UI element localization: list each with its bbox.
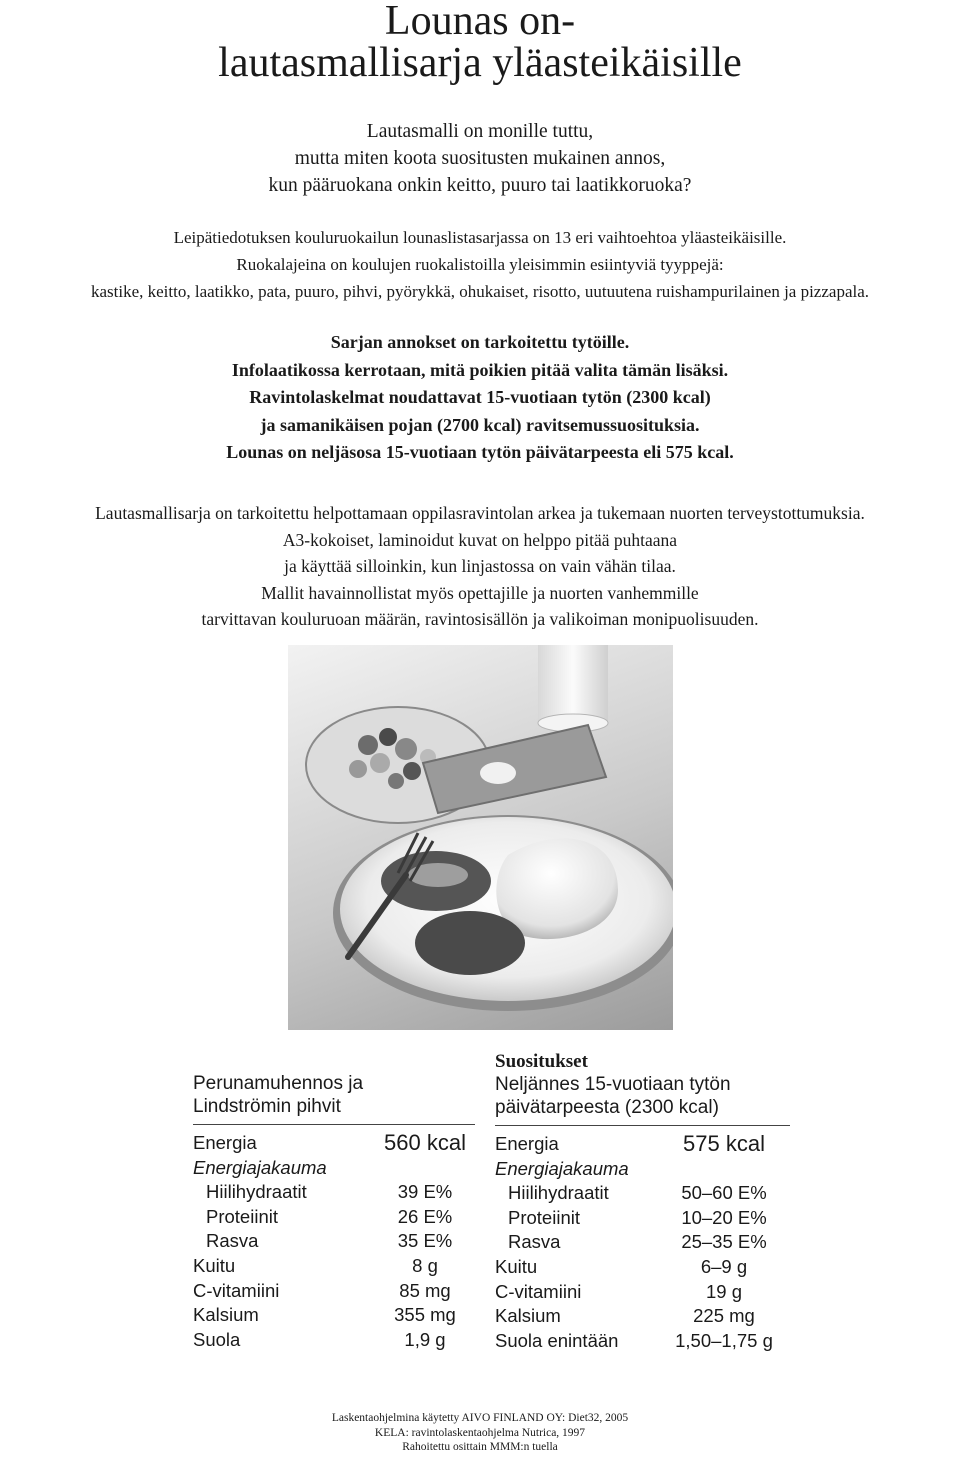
- meal-table-rows: [193, 1131, 475, 1352]
- bold-line: Infolaatikossa kerrotaan, mitä poikien pitää valita tämän lisäksi.: [231, 359, 729, 380]
- page-title: [0, 0, 960, 84]
- row-label: Kuitu: [193, 1254, 236, 1276]
- meal-photo: [288, 645, 673, 1030]
- table-row: [193, 1131, 475, 1156]
- table-row: [495, 1255, 790, 1280]
- footer-line: Rahoitettu osittain MMM:n tuella: [402, 1441, 558, 1453]
- row-label: Suola: [193, 1328, 241, 1350]
- row-value: 35 E%: [397, 1230, 453, 1252]
- intro-line: kun pääruokana onkin keitto, puuro tai laatikkoruoka?: [268, 175, 692, 196]
- table-row: [193, 1229, 475, 1254]
- table-row: [495, 1280, 790, 1305]
- meal-heading-line: Perunamuhennos ja: [193, 1073, 364, 1094]
- paragraph-line: ja käyttää silloinkin, kun linjastossa on vain vähän tilaa.: [284, 556, 676, 576]
- row-label: Suola enintään: [495, 1329, 619, 1351]
- row-label: Hiilihydraatit: [508, 1182, 609, 1204]
- table-row: [495, 1304, 790, 1329]
- row-label: C-vitamiini: [495, 1280, 582, 1302]
- table-row: [193, 1180, 475, 1205]
- row-value: 50–60 E%: [681, 1182, 767, 1204]
- row-value: 1,9 g: [404, 1328, 446, 1350]
- row-label: Energia: [193, 1132, 257, 1153]
- table-row: [193, 1254, 475, 1279]
- patty-bottom: [415, 911, 525, 975]
- table-row: [495, 1132, 790, 1157]
- footer-line: Laskentaohjelmina käytetty AIVO FINLAND OY: Diet32, 2005: [331, 1412, 629, 1424]
- paragraph-line: kastike, keitto, laatikko, pata, puuro, pihvi, pyörykkä, ohukaiset, risotto, uutuutena ruishampurilainen ja pizzapala.: [90, 282, 870, 301]
- recommendations-heading: [495, 1050, 790, 1119]
- table-row: [495, 1230, 790, 1255]
- paragraph-line: Leipätiedotuksen kouluruokailun lounaslistasarjassa on 13 eri vaihtoehtoa yläasteikäisille.: [173, 228, 787, 247]
- table-row: [193, 1303, 475, 1328]
- bold-line: ja samanikäisen pojan (2700 kcal) ravitsemussuosituksia.: [260, 414, 700, 435]
- row-label: Energiajakauma: [193, 1156, 327, 1178]
- row-value: 1,50–1,75 g: [675, 1329, 773, 1351]
- row-label: Rasva: [508, 1231, 561, 1253]
- paragraph-line: Mallit havainnollistat myös opettajille ja nuorten vanhemmille: [261, 582, 699, 603]
- table-row: [495, 1181, 790, 1206]
- table-divider: [193, 1124, 475, 1125]
- milk-glass: [538, 645, 608, 723]
- row-label: Rasva: [206, 1230, 259, 1252]
- row-value: 85 mg: [399, 1279, 451, 1301]
- meal-nutrition-table: [193, 1072, 475, 1352]
- table-row: [193, 1279, 475, 1304]
- row-label: Energiajakauma: [495, 1157, 629, 1179]
- row-label: Energia: [495, 1133, 559, 1154]
- table-row: [193, 1205, 475, 1230]
- title-line-2: lautasmallisarja yläasteikäisille: [218, 40, 742, 86]
- row-value: 6–9 g: [700, 1255, 748, 1277]
- description-paragraph: [0, 224, 960, 305]
- meal-photo-illustration: [288, 645, 673, 1030]
- row-value: 8 g: [412, 1254, 438, 1276]
- recommendations-heading-line: päivätarpeesta (2300 kcal): [495, 1097, 719, 1118]
- recommendations-heading-line: Neljännes 15-vuotiaan tytön: [495, 1074, 731, 1095]
- meal-heading-line: Lindströmin pihvit: [193, 1096, 341, 1117]
- row-value: 19 g: [705, 1280, 742, 1302]
- row-value: 26 E%: [397, 1205, 453, 1227]
- purpose-paragraph: [0, 500, 960, 633]
- row-value: 560 kcal: [384, 1130, 466, 1155]
- recommendations-title: Suositukset: [495, 1051, 588, 1072]
- bold-info-paragraph: [0, 329, 960, 467]
- row-value: 575 kcal: [683, 1131, 765, 1156]
- row-label: Hiilihydraatit: [206, 1181, 307, 1203]
- recommendations-rows: [495, 1132, 790, 1353]
- recommendations-table: [495, 1050, 790, 1353]
- row-label: Kalsium: [495, 1305, 561, 1327]
- paragraph-line: A3-kokoiset, laminoidut kuvat on helppo pitää puhtaana: [282, 529, 678, 550]
- row-value: 39 E%: [397, 1181, 453, 1203]
- row-label: Kalsium: [193, 1304, 259, 1326]
- table-row: [495, 1206, 790, 1231]
- row-value: 25–35 E%: [681, 1231, 767, 1253]
- meal-table-heading: [193, 1072, 475, 1118]
- paragraph-line: Ruokalajeina on koulujen ruokalistoilla yleisimmin esiintyviä tyyppejä:: [236, 255, 724, 274]
- table-row: [193, 1156, 475, 1181]
- intro-text: [0, 118, 960, 199]
- footer-line: KELA: ravintolaskentaohjelma Nutrica, 1997: [374, 1426, 586, 1439]
- table-divider: [495, 1125, 790, 1126]
- table-row: [495, 1157, 790, 1182]
- butter: [480, 762, 516, 784]
- table-row: [495, 1329, 790, 1354]
- bold-line: Sarjan annokset on tarkoitettu tytöille.: [330, 332, 630, 352]
- row-label: C-vitamiini: [193, 1279, 280, 1301]
- row-value: 10–20 E%: [681, 1206, 767, 1228]
- paragraph-line: tarvittavan kouluruoan määrän, ravintosisällön ja valikoiman monipuolisuuden.: [201, 609, 759, 629]
- bold-line: Ravintolaskelmat noudattavat 15-vuotiaan tytön (2300 kcal): [249, 387, 711, 407]
- bold-line: Lounas on neljäsosa 15-vuotiaan tytön päivätarpeesta eli 575 kcal.: [226, 442, 734, 462]
- intro-line: Lautasmalli on monille tuttu,: [366, 121, 594, 142]
- row-label: Proteiinit: [206, 1205, 278, 1227]
- title-line-1: Lounas on-: [384, 0, 576, 44]
- paragraph-line: Lautasmallisarja on tarkoitettu helpottamaan oppilasravintolan arkea ja tukemaan nuorten terveystottumuksia.: [95, 503, 865, 523]
- row-label: Kuitu: [495, 1255, 538, 1277]
- table-row: [193, 1328, 475, 1353]
- row-value: 225 mg: [693, 1305, 755, 1327]
- footer-credits: [0, 1411, 960, 1455]
- intro-line: mutta miten koota suositusten mukainen annos,: [294, 148, 666, 169]
- row-value: 355 mg: [394, 1304, 456, 1326]
- row-label: Proteiinit: [508, 1206, 580, 1228]
